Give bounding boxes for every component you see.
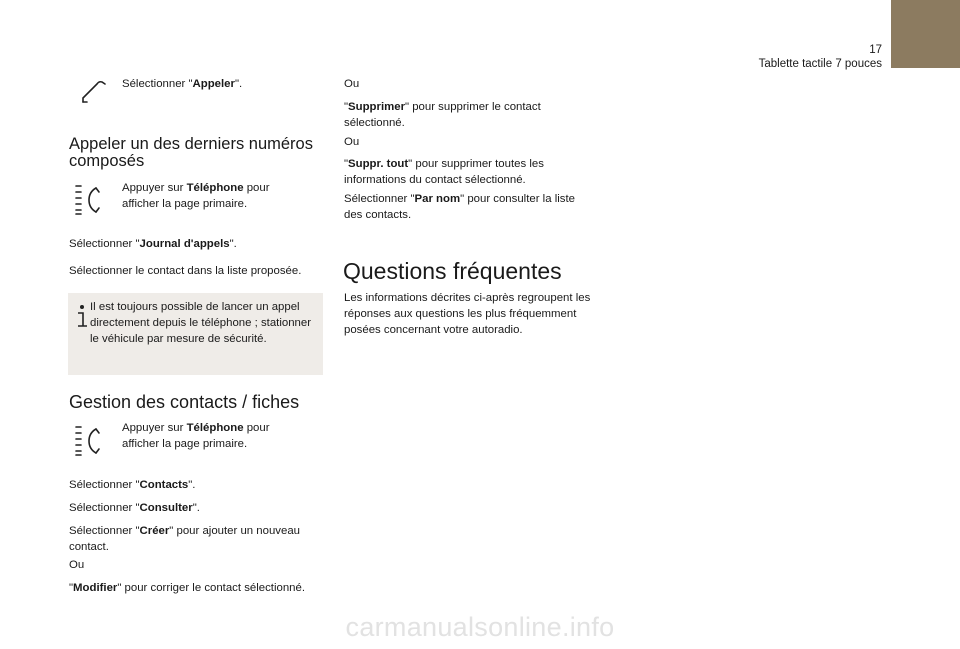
heading-contacts: Gestion des contacts / fiches xyxy=(69,392,300,412)
select-consult: Sélectionner "Consulter". xyxy=(69,502,200,514)
call-instruction: Sélectionner "Appeler". xyxy=(122,78,243,90)
press-phone-instruction-2: Appuyer sur Téléphone pour afficher la page primaire. xyxy=(122,422,270,450)
heading-recent-calls: Appeler un des derniers numéros composés xyxy=(69,135,313,170)
phone-button-icon xyxy=(72,180,108,220)
or-text-1: Ou xyxy=(69,559,85,571)
heading-faq: Questions fréquentes xyxy=(343,258,562,284)
press-phone-instruction: Appuyer sur Téléphone pour afficher la page primaire. xyxy=(122,182,270,210)
select-contact-text: Sélectionner le contact dans la liste proposée. xyxy=(69,265,302,277)
delete-instruction: "Supprimer" pour supprimer le contact sélectionné. xyxy=(344,101,541,129)
watermark: carmanualsonline.info xyxy=(345,612,615,642)
section-tab xyxy=(891,0,960,68)
faq-intro: Les informations décrites ci-après regroupent les réponses aux questions les plus fréquemment posées concernant votre autoradio. xyxy=(344,292,591,336)
phone-handset-icon xyxy=(79,76,109,106)
by-name-instruction: Sélectionner "Par nom" pour consulter la liste des contacts. xyxy=(344,193,575,221)
select-call-log: Sélectionner "Journal d'appels". xyxy=(69,238,237,250)
info-icon xyxy=(75,303,89,329)
or-text-3: Ou xyxy=(344,136,360,148)
phone-button-icon xyxy=(72,421,108,461)
modify-instruction: "Modifier" pour corriger le contact sélectionné. xyxy=(69,582,306,594)
or-text-2: Ou xyxy=(344,78,360,90)
delete-all-instruction: "Suppr. tout" pour supprimer toutes les informations du contact sélectionné. xyxy=(344,158,544,186)
select-contacts: Sélectionner "Contacts". xyxy=(69,479,196,491)
section-title: Tablette tactile 7 pouces xyxy=(758,58,882,70)
select-create: Sélectionner "Créer" pour ajouter un nouveau contact. xyxy=(69,525,301,553)
page-number: 17 xyxy=(869,44,882,56)
info-text: Il est toujours possible de lancer un appel directement depuis le téléphone ; stationner le véhicule par mesure de sécurité. xyxy=(90,301,311,345)
